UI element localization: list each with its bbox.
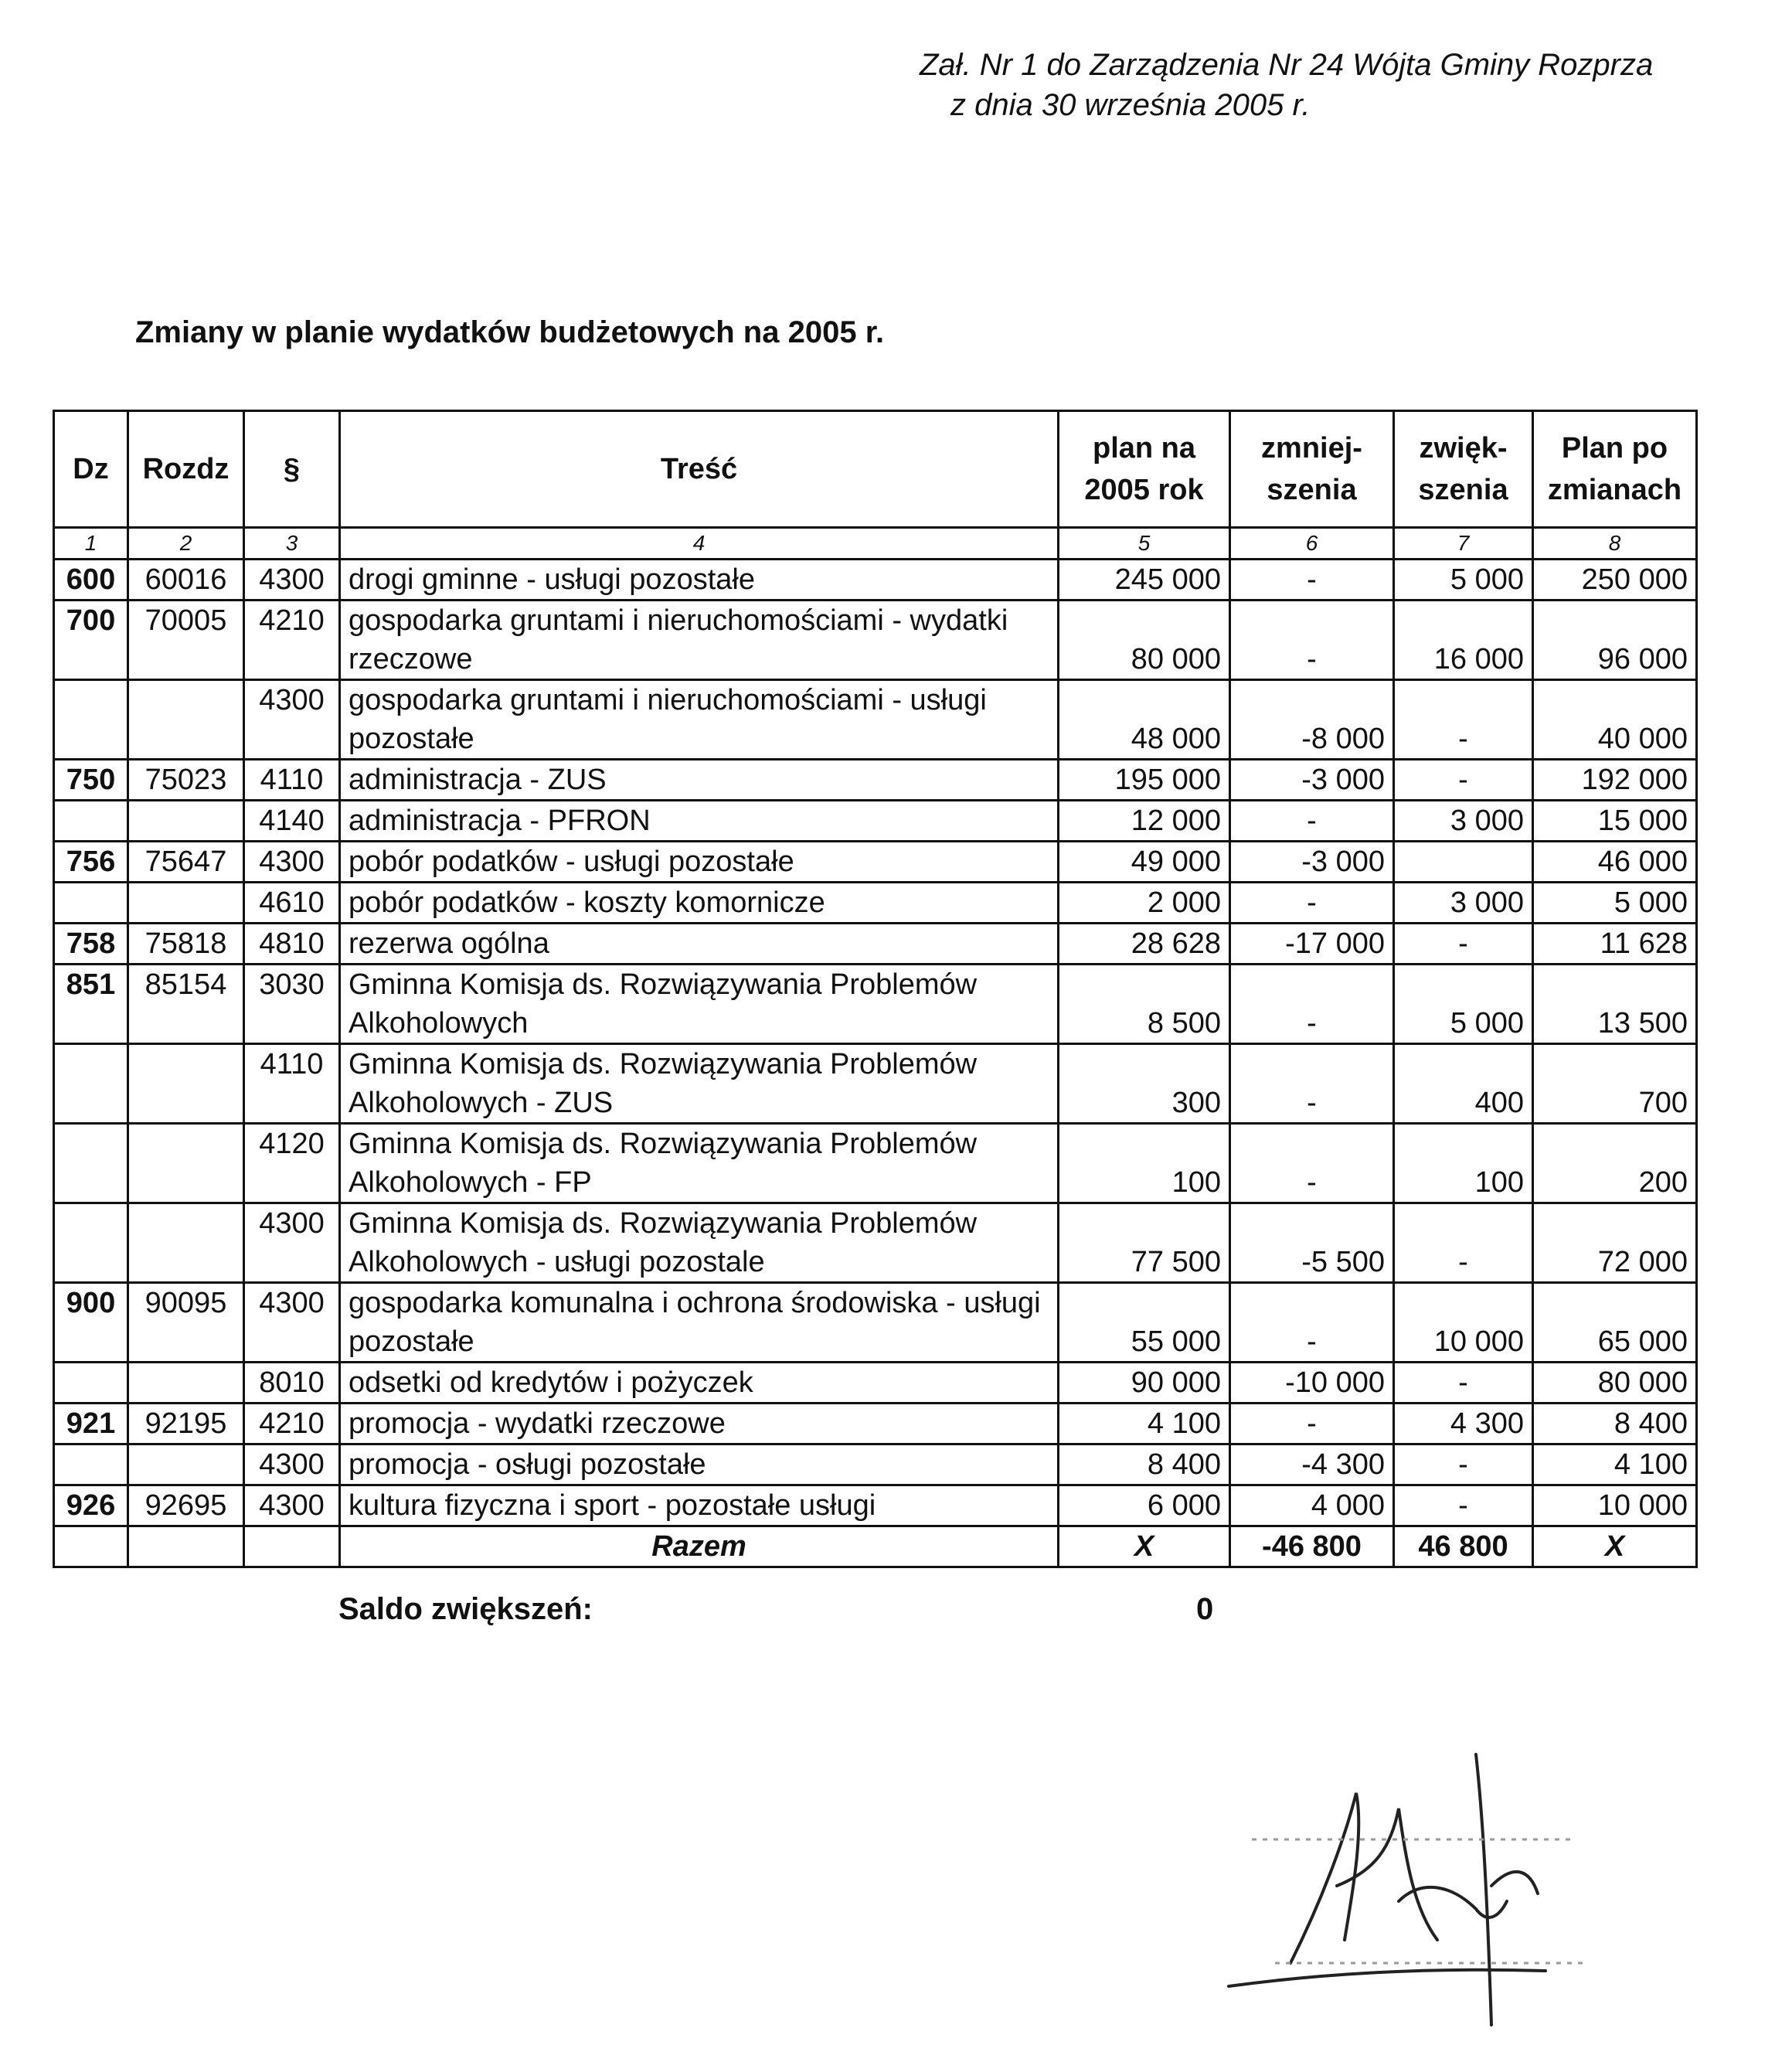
- table-row: [54, 1203, 1697, 1283]
- cell-tresc: Gminna Komisja ds. Rozwiązywania Problemów Alkoholowych: [340, 965, 1059, 1044]
- table-row: [54, 1404, 1697, 1444]
- cell-tresc: promocja - osługi pozostałe: [340, 1444, 1059, 1485]
- cell-plan-po: 250 000: [1533, 560, 1697, 601]
- header-zwiekszenia: zwięk- szenia: [1394, 411, 1533, 528]
- document-title: Zmiany w planie wydatków budżetowych na 2005 r.: [135, 315, 885, 349]
- cell-zmniejszenia: -4 300: [1230, 1444, 1394, 1485]
- column-number: 7: [1394, 528, 1533, 560]
- cell-paragraph: 4210: [244, 1404, 340, 1444]
- signature-stamp: [1221, 1708, 1623, 2033]
- cell-plan-po: 15 000: [1533, 801, 1697, 842]
- cell-plan-po: 80 000: [1533, 1363, 1697, 1404]
- cell-plan-po: 13 500: [1533, 965, 1697, 1044]
- cell-zwiekszenia: 400: [1394, 1044, 1533, 1124]
- cell-zmniejszenia: -5 500: [1230, 1203, 1394, 1283]
- column-number-row: [54, 528, 1697, 560]
- cell-zwiekszenia: -: [1394, 924, 1533, 965]
- table-row: [54, 1363, 1697, 1404]
- column-number: 2: [128, 528, 244, 560]
- cell-paragraph: 4140: [244, 801, 340, 842]
- table-row: [54, 1283, 1697, 1363]
- cell-rozdz: [128, 883, 244, 924]
- cell-rozdz: 92195: [128, 1404, 244, 1444]
- cell-dz: [54, 1203, 128, 1283]
- cell-tresc: gospodarka komunalna i ochrona środowiska - usługi pozostałe: [340, 1283, 1059, 1363]
- cell-paragraph: 4120: [244, 1124, 340, 1203]
- cell-dz: 921: [54, 1404, 128, 1444]
- cell-zwiekszenia: 10 000: [1394, 1283, 1533, 1363]
- table-row: [54, 680, 1697, 760]
- total-row: [54, 1526, 1697, 1567]
- cell-zmniejszenia: -8 000: [1230, 680, 1394, 760]
- cell-zwiekszenia: [1394, 842, 1533, 883]
- cell-paragraph: 4300: [244, 1203, 340, 1283]
- cell-plan: 28 628: [1059, 924, 1230, 965]
- cell-zwiekszenia: -: [1394, 1203, 1533, 1283]
- cell-rozdz: 70005: [128, 601, 244, 680]
- cell-plan: 8 500: [1059, 965, 1230, 1044]
- cell-zmniejszenia: 4 000: [1230, 1485, 1394, 1526]
- cell-zwiekszenia: -: [1394, 1444, 1533, 1485]
- total-plan-po: X: [1533, 1526, 1697, 1567]
- cell-rozdz: 90095: [128, 1283, 244, 1363]
- header-rozdz: Rozdz: [128, 411, 244, 528]
- cell-plan: 55 000: [1059, 1283, 1230, 1363]
- cell-paragraph: 4110: [244, 760, 340, 801]
- cell-paragraph: 8010: [244, 1363, 340, 1404]
- cell-dz: [54, 1124, 128, 1203]
- cell-tresc: gospodarka gruntami i nieruchomościami - usługi pozostałe: [340, 680, 1059, 760]
- cell-dz: [54, 801, 128, 842]
- cell-zwiekszenia: 3 000: [1394, 883, 1533, 924]
- cell-rozdz: 85154: [128, 965, 244, 1044]
- cell-plan: 195 000: [1059, 760, 1230, 801]
- cell-dz: 600: [54, 560, 128, 601]
- cell-zwiekszenia: 16 000: [1394, 601, 1533, 680]
- cell-plan-po: 8 400: [1533, 1404, 1697, 1444]
- cell-zwiekszenia: 5 000: [1394, 965, 1533, 1044]
- table-row: [54, 965, 1697, 1044]
- column-number: 5: [1059, 528, 1230, 560]
- cell-paragraph: 4300: [244, 1485, 340, 1526]
- header-tresc: Treść: [340, 411, 1059, 528]
- table-row: [54, 1044, 1697, 1124]
- cell-zwiekszenia: 3 000: [1394, 801, 1533, 842]
- table-row: [54, 1444, 1697, 1485]
- cell-zmniejszenia: -: [1230, 1404, 1394, 1444]
- cell-plan: 100: [1059, 1124, 1230, 1203]
- cell-zmniejszenia: -: [1230, 1044, 1394, 1124]
- cell-plan: 49 000: [1059, 842, 1230, 883]
- header-plan-po-zmianach: Plan po zmianach: [1533, 411, 1697, 528]
- cell-plan: 300: [1059, 1044, 1230, 1124]
- cell-dz: [54, 1363, 128, 1404]
- cell-dz: [54, 1444, 128, 1485]
- column-number: 4: [340, 528, 1059, 560]
- cell-paragraph: 4300: [244, 1283, 340, 1363]
- cell-plan: 77 500: [1059, 1203, 1230, 1283]
- header-plan: plan na 2005 rok: [1059, 411, 1230, 528]
- attachment-note-line2: z dnia 30 września 2005 r.: [950, 88, 1311, 122]
- cell-paragraph: 4610: [244, 883, 340, 924]
- cell-rozdz: [128, 680, 244, 760]
- attachment-note-line1: Zał. Nr 1 do Zarządzenia Nr 24 Wójta Gminy Rozprza: [920, 48, 1654, 82]
- cell-zwiekszenia: -: [1394, 680, 1533, 760]
- cell-paragraph: 4110: [244, 1044, 340, 1124]
- cell-paragraph: 4810: [244, 924, 340, 965]
- cell-zwiekszenia: -: [1394, 760, 1533, 801]
- cell-plan-po: 4 100: [1533, 1444, 1697, 1485]
- cell-zwiekszenia: -: [1394, 1363, 1533, 1404]
- cell-dz: 926: [54, 1485, 128, 1526]
- cell-tresc: rezerwa ogólna: [340, 924, 1059, 965]
- cell-zmniejszenia: -: [1230, 1283, 1394, 1363]
- cell-plan: 6 000: [1059, 1485, 1230, 1526]
- cell-zwiekszenia: -: [1394, 1485, 1533, 1526]
- cell-rozdz: [128, 1044, 244, 1124]
- cell-zmniejszenia: -: [1230, 560, 1394, 601]
- cell-dz: [54, 680, 128, 760]
- cell-paragraph: 4300: [244, 680, 340, 760]
- cell-zmniejszenia: -: [1230, 1124, 1394, 1203]
- cell-zmniejszenia: -10 000: [1230, 1363, 1394, 1404]
- cell-dz: [54, 1044, 128, 1124]
- cell-paragraph: 4300: [244, 560, 340, 601]
- table-row: [54, 601, 1697, 680]
- cell-tresc: Gminna Komisja ds. Rozwiązywania Problemów Alkoholowych - ZUS: [340, 1044, 1059, 1124]
- header-dz: Dz: [54, 411, 128, 528]
- total-label: Razem: [340, 1526, 1059, 1567]
- table-row: [54, 560, 1697, 601]
- cell-rozdz: [128, 801, 244, 842]
- cell-plan: 12 000: [1059, 801, 1230, 842]
- cell-dz: 756: [54, 842, 128, 883]
- cell-plan: 245 000: [1059, 560, 1230, 601]
- cell-plan-po: 65 000: [1533, 1283, 1697, 1363]
- cell-tresc: pobór podatków - usługi pozostałe: [340, 842, 1059, 883]
- table-row: [54, 760, 1697, 801]
- cell-plan: 48 000: [1059, 680, 1230, 760]
- cell-paragraph: 4210: [244, 601, 340, 680]
- cell-tresc: pobór podatków - koszty komornicze: [340, 883, 1059, 924]
- cell-tresc: Gminna Komisja ds. Rozwiązywania Problemów Alkoholowych - FP: [340, 1124, 1059, 1203]
- cell-rozdz: [128, 1444, 244, 1485]
- cell-plan-po: 96 000: [1533, 601, 1697, 680]
- cell-paragraph: 3030: [244, 965, 340, 1044]
- cell-zmniejszenia: -3 000: [1230, 760, 1394, 801]
- cell-plan: 8 400: [1059, 1444, 1230, 1485]
- saldo-value: 0: [1196, 1592, 1214, 1626]
- cell-dz: 851: [54, 965, 128, 1044]
- cell-rozdz: 75647: [128, 842, 244, 883]
- cell-plan: 2 000: [1059, 883, 1230, 924]
- cell-plan: 90 000: [1059, 1363, 1230, 1404]
- cell-plan-po: 200: [1533, 1124, 1697, 1203]
- cell-plan-po: 5 000: [1533, 883, 1697, 924]
- cell-plan-po: 11 628: [1533, 924, 1697, 965]
- table-row: [54, 1485, 1697, 1526]
- table-row: [54, 801, 1697, 842]
- cell-rozdz: [128, 1363, 244, 1404]
- cell-plan-po: 700: [1533, 1044, 1697, 1124]
- cell-dz: 750: [54, 760, 128, 801]
- cell-dz: 700: [54, 601, 128, 680]
- cell-tresc: odsetki od kredytów i pożyczek: [340, 1363, 1059, 1404]
- total-plan: X: [1059, 1526, 1230, 1567]
- cell-zmniejszenia: -17 000: [1230, 924, 1394, 965]
- budget-changes-table: [53, 410, 1698, 1568]
- table-row: [54, 924, 1697, 965]
- cell-rozdz: [128, 1124, 244, 1203]
- header-zmniejszenia: zmniej- szenia: [1230, 411, 1394, 528]
- cell-plan: 80 000: [1059, 601, 1230, 680]
- cell-zmniejszenia: -: [1230, 601, 1394, 680]
- cell-rozdz: 75818: [128, 924, 244, 965]
- table-row: [54, 1124, 1697, 1203]
- cell-tresc: promocja - wydatki rzeczowe: [340, 1404, 1059, 1444]
- table-row: [54, 883, 1697, 924]
- column-number: 1: [54, 528, 128, 560]
- total-zwiekszenia: 46 800: [1394, 1526, 1533, 1567]
- cell-dz: 758: [54, 924, 128, 965]
- cell-rozdz: 75023: [128, 760, 244, 801]
- cell-zmniejszenia: -: [1230, 965, 1394, 1044]
- table-row: [54, 842, 1697, 883]
- cell-dz: [54, 883, 128, 924]
- cell-tresc: administracja - PFRON: [340, 801, 1059, 842]
- cell-rozdz: 60016: [128, 560, 244, 601]
- cell-rozdz: 92695: [128, 1485, 244, 1526]
- cell-zmniejszenia: -3 000: [1230, 842, 1394, 883]
- cell-dz: 900: [54, 1283, 128, 1363]
- column-number: 6: [1230, 528, 1394, 560]
- cell-zmniejszenia: -: [1230, 883, 1394, 924]
- column-number: 3: [244, 528, 340, 560]
- cell-plan-po: 192 000: [1533, 760, 1697, 801]
- cell-zwiekszenia: 100: [1394, 1124, 1533, 1203]
- cell-plan-po: 40 000: [1533, 680, 1697, 760]
- cell-zwiekszenia: 5 000: [1394, 560, 1533, 601]
- cell-paragraph: 4300: [244, 1444, 340, 1485]
- cell-plan-po: 46 000: [1533, 842, 1697, 883]
- cell-zwiekszenia: 4 300: [1394, 1404, 1533, 1444]
- cell-paragraph: 4300: [244, 842, 340, 883]
- cell-tresc: Gminna Komisja ds. Rozwiązywania Problemów Alkoholowych - usługi pozostale: [340, 1203, 1059, 1283]
- saldo-label: Saldo zwiększeń:: [338, 1592, 593, 1626]
- cell-plan-po: 72 000: [1533, 1203, 1697, 1283]
- cell-plan-po: 10 000: [1533, 1485, 1697, 1526]
- cell-tresc: drogi gminne - usługi pozostałe: [340, 560, 1059, 601]
- column-number: 8: [1533, 528, 1697, 560]
- attachment-note: [920, 45, 1739, 125]
- cell-tresc: kultura fizyczna i sport - pozostałe usługi: [340, 1485, 1059, 1526]
- total-zmniejszenia: -46 800: [1230, 1526, 1394, 1567]
- cell-rozdz: [128, 1203, 244, 1283]
- table-header-row: [54, 411, 1697, 528]
- cell-tresc: administracja - ZUS: [340, 760, 1059, 801]
- cell-plan: 4 100: [1059, 1404, 1230, 1444]
- cell-zmniejszenia: -: [1230, 801, 1394, 842]
- header-paragraph: §: [244, 411, 340, 528]
- cell-tresc: gospodarka gruntami i nieruchomościami - wydatki rzeczowe: [340, 601, 1059, 680]
